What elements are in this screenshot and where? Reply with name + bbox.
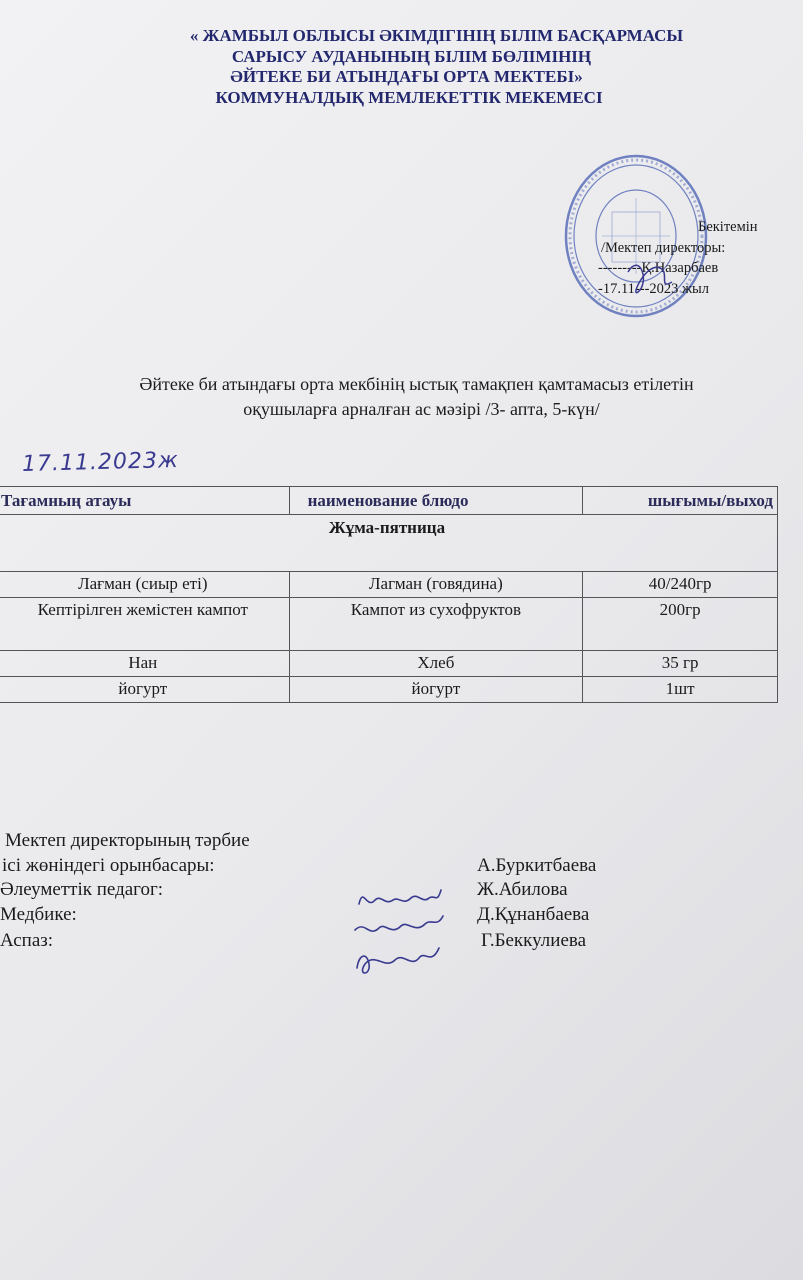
signature-row [0,829,803,854]
header-line-1: « ЖАМБЫЛ ОБЛЫСЫ ӘКІМДІГІНІҢ БІЛІМ БАСҚАРМАСЫ [189,26,684,45]
dish-ru: Кампот из сухофруктов [289,598,583,651]
col-header-output: шығымы/выход [583,487,778,515]
dish-kz: Кептірілген жемістен кампот [0,598,289,651]
header-line-4: КОММУНАЛДЫҚ МЕМЛЕКЕТТІК МЕКЕМЕСІ [215,87,603,107]
signature-block [0,829,803,954]
dish-output: 1шт [583,677,778,703]
menu-table [0,486,778,703]
table-row [0,598,778,651]
approval-signer: ---------Қ.Назарбаев [598,260,719,276]
dish-output: 40/240гр [583,572,778,598]
deputy-label-2: ісі жөніндегі орынбасары: [2,854,215,876]
approval-block [598,217,778,299]
dish-ru: йогурт [289,677,583,703]
day-row [0,515,778,572]
table-header-row [0,487,778,515]
approval-date: -17.11---2023 жыл [598,280,710,297]
pedagogue-label: Әлеуметтік педагог: [0,879,164,900]
dish-kz: Нан [0,651,289,677]
title-line-1: Әйтеке би атындағы орта мекбінің ыстық тамақпен қамтамасыз етілетін [139,374,694,394]
header-line-2: САРЫСУ АУДАНЫНЫҢ БІЛІМ БӨЛІМІНІҢ [231,46,592,66]
cook-label: Аспаз: [0,930,54,951]
col-header-kz: Тағамның атауы [0,487,289,515]
nurse-name: Д.Құнанбаева [477,903,590,925]
dish-kz: йогурт [0,677,289,703]
approval-role: /Мектеп директоры: [601,239,726,256]
title-line-2: оқушыларға арналған ас мәзірі /3- апта, 5-күн/ [243,399,600,419]
deputy-name: А.Буркитбаева [477,854,597,876]
deputy-label-1: Мектеп директорының тәрбие [5,830,250,851]
col-header-ru: наименование блюдо [289,487,583,515]
header-line-3: ӘЙТЕКЕ БИ АТЫНДАҒЫ ОРТА МЕКТЕБІ» [230,67,583,86]
approval-heading: Бекітемін [698,219,758,235]
pedagogue-name: Ж.Абилова [477,879,568,900]
signature-row [0,903,803,928]
handwritten-date: 17.11.2023ж [21,447,180,478]
dish-kz: Лағман (сиыр еті) [0,572,289,598]
dish-ru: Хлеб [289,651,583,677]
dish-output: 200гр [583,598,778,651]
dish-output: 35 гр [583,651,778,677]
signature-row [0,929,803,954]
cook-name: Г.Беккулиева [481,930,587,951]
nurse-label: Медбике: [0,903,77,925]
signature-row [0,854,803,879]
day-label: Жұма-пятница [0,515,778,572]
table-row [0,677,778,703]
table-row [0,651,778,677]
document-title [0,372,803,422]
institution-header [0,26,803,108]
signature-row [0,878,803,903]
table-row [0,572,778,598]
dish-ru: Лагман (говядина) [289,572,583,598]
